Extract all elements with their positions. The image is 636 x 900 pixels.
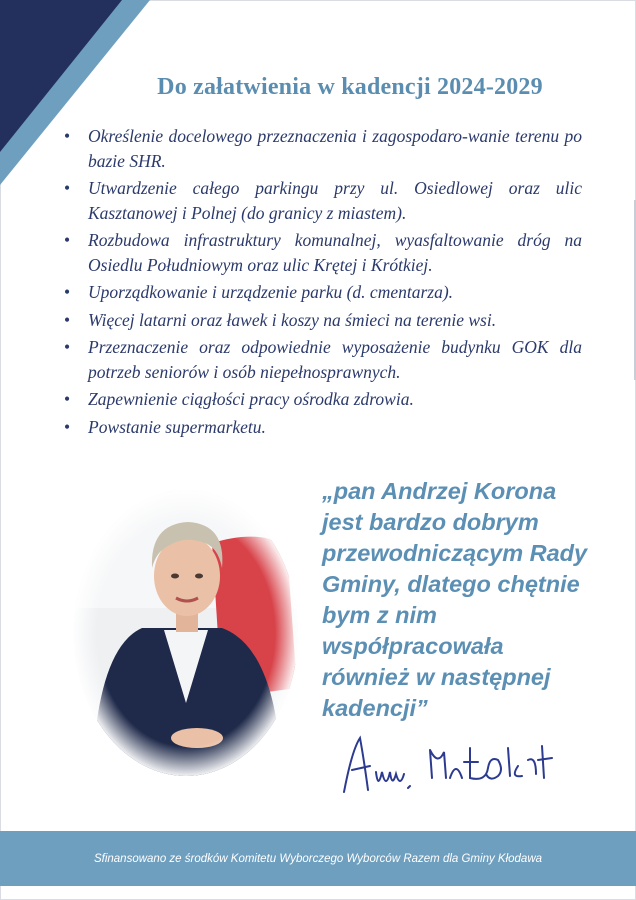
bullet-icon: • — [64, 337, 71, 357]
list-item — [62, 415, 582, 440]
bullet-icon: • — [64, 230, 71, 250]
bullet-icon: • — [64, 309, 71, 330]
bullet-icon: • — [64, 389, 71, 409]
list-item — [62, 176, 582, 225]
handwritten-signature — [338, 730, 568, 800]
bullet-icon: • — [64, 282, 71, 302]
list-item — [62, 124, 582, 173]
list-item — [62, 308, 582, 333]
footer-funding-note: Sfinansowano ze środków Komitetu Wyborczego Wyborców Razem dla Gminy Kłodawa — [93, 853, 543, 865]
list-item-text: Utwardzenie całego parkingu przy ul. Osiedlowej oraz ulic Kasztanowej i Polnej (do granicy z miastem). — [88, 178, 582, 223]
task-list — [62, 124, 582, 442]
page-title: Do załatwienia w kadencji 2024-2029 — [157, 74, 543, 100]
candidate-portrait — [72, 488, 300, 778]
list-item-text: Więcej latarni oraz ławek i koszy na śmieci na terenie wsi. — [88, 309, 497, 330]
list-item-text: Określenie docelowego przeznaczenia i zagospodaro-wanie terenu po bazie SHR. — [88, 126, 582, 171]
list-item-text: Przeznaczenie oraz odpowiednie wyposażenie budynku GOK dla potrzeb seniorów i osób niepełnosprawnych. — [88, 337, 582, 382]
list-item — [62, 387, 582, 412]
list-item — [62, 280, 582, 305]
list-item — [62, 228, 582, 277]
endorsement-quote: „pan Andrzej Korona jest bardzo dobrym przewodniczącym Rady Gminy, dlatego chętnie bym z nim współpracowała również w następnej kadencji” — [322, 478, 588, 721]
bullet-icon: • — [64, 416, 71, 437]
list-item-text: Uporządkowanie i urządzenie parku (d. cmentarza). — [88, 282, 454, 302]
list-item-text: Powstanie supermarketu. — [88, 416, 266, 437]
list-item-text: Zapewnienie ciągłości pracy ośrodka zdrowia. — [88, 389, 414, 409]
list-item — [62, 335, 582, 384]
list-item-text: Rozbudowa infrastruktury komunalnej, wyasfaltowanie dróg na Osiedlu Południowym oraz ulic Krętej i Krótkiej. — [88, 230, 582, 275]
bullet-icon: • — [64, 178, 71, 198]
bullet-icon: • — [64, 126, 71, 146]
